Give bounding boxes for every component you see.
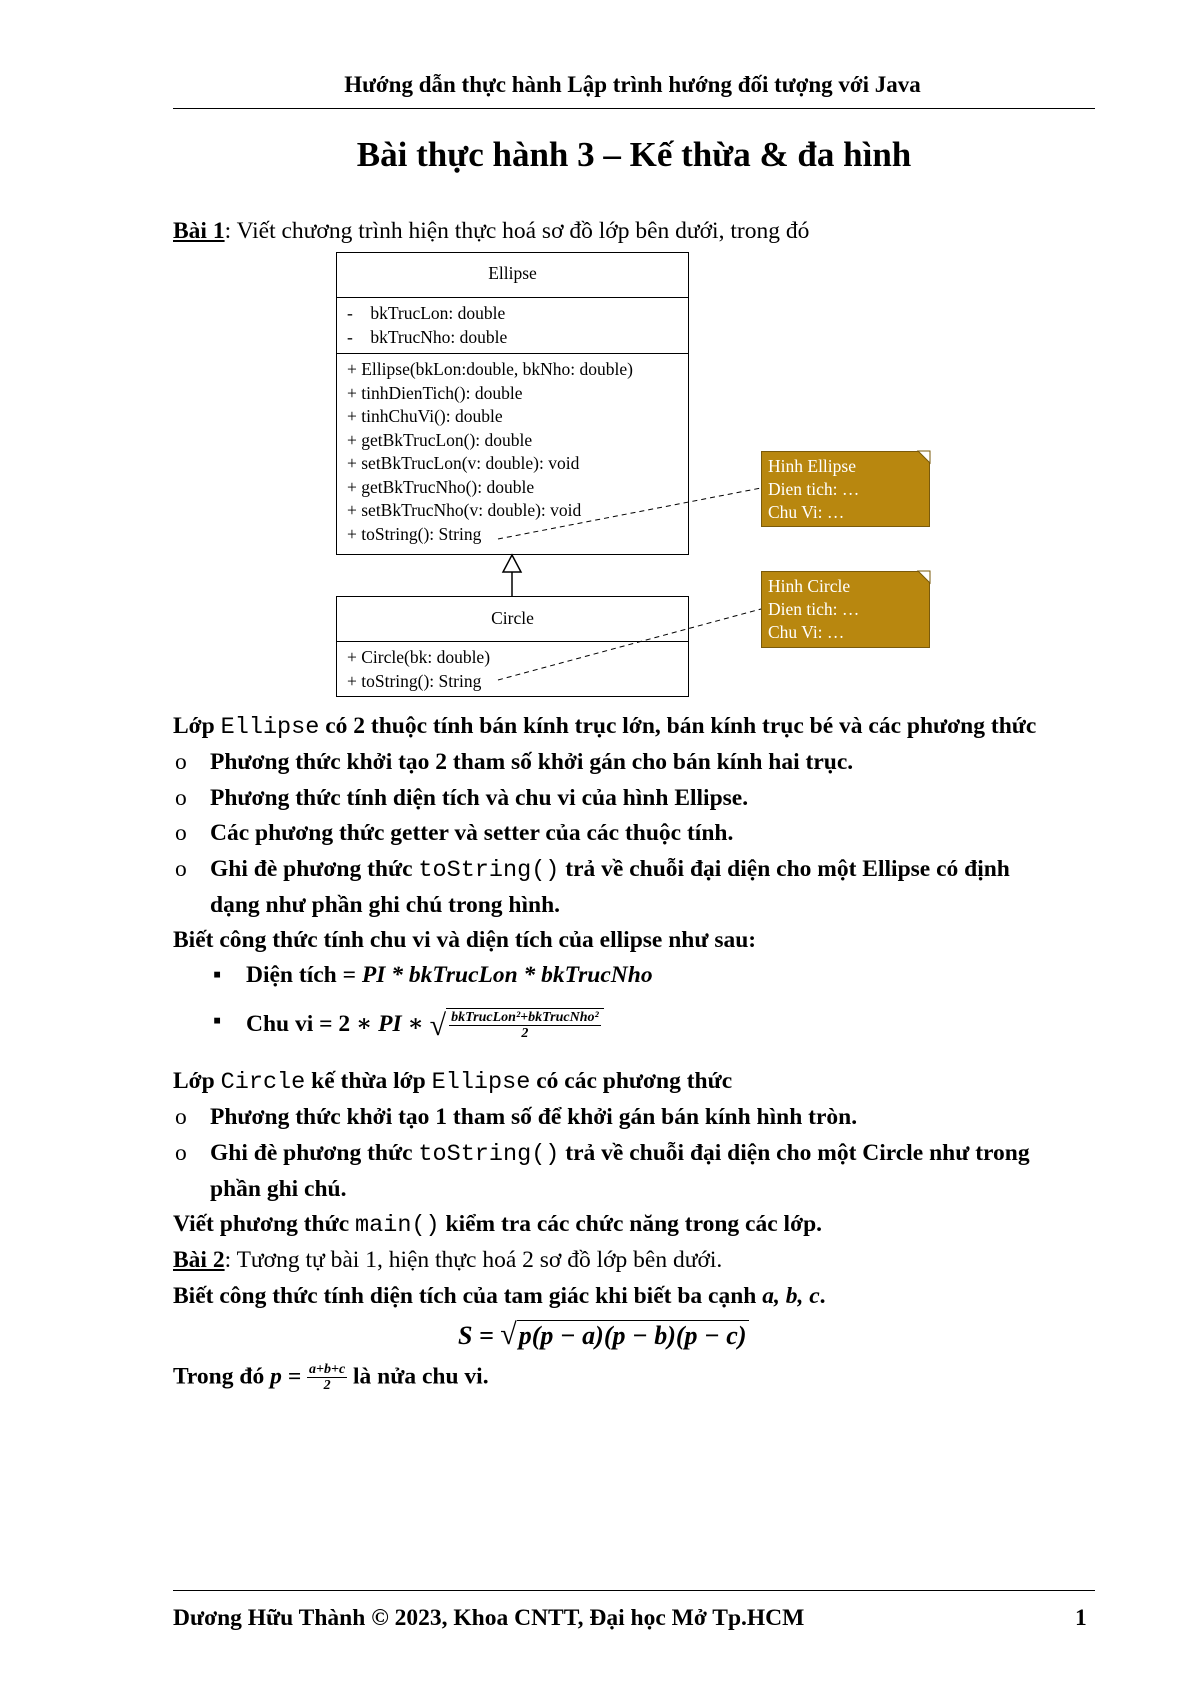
text-run: Lớp [173,1068,221,1094]
heron-radicand: p(p − a)(p − b)(p − c) [518,1321,747,1350]
circle-bullet-icon: o [175,820,187,846]
formula-area [213,962,653,989]
heron-formula [458,1318,749,1352]
text-run: Ghi đè phương thức [210,1140,419,1166]
triangle-vars: a, b, c [762,1283,820,1309]
bai2-heading [173,1247,722,1274]
sqrt-expression [430,1008,604,1043]
bai2-text: : Tương tự bài 1, hiện thực hoá 2 sơ đồ lớp bên dưới. [224,1247,723,1273]
ellipse-paragraph [173,713,1036,741]
code-tostring: toString() [418,1141,560,1168]
text-run: Viết phương thức [173,1211,356,1237]
text-run: kiểm tra các chức năng trong các lớp. [439,1211,823,1237]
ellipse-method: + getBkTrucNho(): double [347,476,535,497]
text-run: ∗ [401,1010,430,1037]
ellipse-method: + Ellipse(bkLon:double, bkNho: double) [347,359,633,379]
note-anchor-line [498,488,761,539]
list-item-text: Phương thức khởi tạo 1 tham số để khởi gán bán kính hình tròn. [210,1104,858,1130]
fraction-denominator: 2 [323,1378,331,1394]
uml-connectors [0,0,1200,700]
list-item [175,1140,1030,1168]
list-item [175,1104,858,1131]
uml-diagram [0,0,1200,700]
triangle-paragraph [173,1283,826,1310]
formula-perimeter [213,1008,604,1043]
code-main: main() [355,1212,440,1239]
text-run: Trong đó [173,1363,271,1390]
ellipse-method: + tinhChuVi(): double [347,406,503,426]
running-header: Hướng dẫn thực hành Lập trình hướng đối tượng với Java [344,72,921,97]
text-run: kế thừa lớp [305,1068,432,1094]
list-item [175,785,749,812]
page-number: 1 [1075,1605,1087,1631]
circle-bullet-icon: o [175,1140,187,1166]
list-item [175,856,1010,884]
note-line: Hinh Circle [768,576,851,596]
fraction [307,1362,347,1394]
note-fold-corner [918,571,930,583]
text-run: trả về chuỗi đại diện cho một Circle như trong [559,1140,1030,1166]
note-line: Chu Vi: … [768,502,845,522]
radical-sign-icon: √ [500,1318,517,1351]
radical-sign-icon: √ [429,1008,447,1042]
note-line: Dien tich: … [768,479,860,499]
circle-paragraph [173,1068,732,1096]
text-run: . [819,1283,826,1309]
p-definition [173,1362,489,1394]
main-paragraph [173,1211,822,1239]
code-ellipse: Ellipse [431,1069,531,1096]
list-item-text: Phương thức tính diện tích và chu vi của hình Ellipse. [210,785,749,811]
text-run: Ghi đè phương thức [210,856,419,882]
ellipse-method: + toString(): String [347,523,482,544]
footer-text: Dương Hữu Thành © 2023, Khoa CNTT, Đại học Mở Tp.HCM [173,1605,805,1631]
ellipse-method: + getBkTrucLon(): double [347,429,533,450]
ellipse-attr: - bkTrucLon: double [347,303,506,323]
list-item-text: Các phương thức getter và setter của các thuộc tính. [210,820,734,846]
code-ellipse: Ellipse [220,714,320,741]
text-run: Diện tích = [246,962,362,988]
text-run: Biết công thức tính diện tích của tam giác khi biết ba cạnh [173,1283,763,1309]
bai1-text: : Viết chương trình hiện thực hoá sơ đồ lớp bên dưới, trong đó [224,218,810,244]
square-bullet-icon: ▪ [213,962,222,988]
footer-rule [173,1590,1095,1591]
note-anchor-line [498,609,761,680]
ellipse-class-name: Ellipse [337,253,688,298]
code-circle: Circle [220,1069,306,1096]
pi-symbol: PI [378,1010,402,1037]
bai2-label: Bài 2 [173,1247,225,1273]
note-line: Chu Vi: … [768,622,845,642]
ellipse-method: + tinhDienTich(): double [347,382,523,403]
page-title: Bài thực hành 3 – Kế thừa & đa hình [356,135,912,174]
list-item [175,820,734,847]
heron-lhs: S = [458,1321,501,1350]
circle-bullet-icon: o [175,1104,187,1130]
p-symbol: p = [270,1363,307,1390]
text-run: có các phương thức [530,1068,733,1094]
bai1-label: Bài 1 [173,218,225,244]
fraction-numerator: a+b+c [308,1362,346,1377]
note-line: Dien tich: … [768,599,860,619]
circle-bullet-icon: o [175,785,187,811]
circle-class-name: Circle [337,597,688,642]
circle-method: + toString(): String [347,670,482,691]
note-fold-corner [918,451,930,463]
text-run: là nửa chu vi. [347,1363,489,1390]
circle-bullet-icon: o [175,749,187,775]
area-expression: PI * bkTrucLon * bkTrucNho [361,962,653,988]
circle-bullet-icon: o [175,856,187,882]
text-run: Chu vi = 2 ∗ [246,1010,379,1037]
list-item-continuation: dạng như phần ghi chú trong hình. [210,892,561,918]
ellipse-method: + setBkTrucLon(v: double): void [347,453,580,473]
text-run: trả về chuỗi đại diện cho một Ellipse có định [559,856,1010,882]
fraction-denominator: 2 [521,1026,529,1042]
ellipse-method: + setBkTrucNho(v: double): void [347,500,582,520]
list-item-text: Phương thức khởi tạo 2 tham số khởi gán cho bán kính hai trục. [210,749,854,775]
note-line: Hinh Ellipse [768,456,856,476]
text-run: Lớp [173,713,221,739]
ellipse-attr: - bkTrucNho: double [347,326,508,347]
formula-intro: Biết công thức tính chu vi và diện tích của ellipse như sau: [173,927,757,953]
inheritance-arrowhead [503,555,521,572]
list-item-continuation: phần ghi chú. [210,1176,347,1202]
code-tostring: toString() [418,857,560,884]
circle-method: + Circle(bk: double) [347,647,491,667]
text-run: có 2 thuộc tính bán kính trục lớn, bán kính trục bé và các phương thức [319,713,1037,739]
list-item [175,749,854,776]
fraction-numerator: bkTrucLon²+bkTrucNho² [451,1010,599,1025]
square-bullet-icon: ▪ [213,1008,222,1034]
